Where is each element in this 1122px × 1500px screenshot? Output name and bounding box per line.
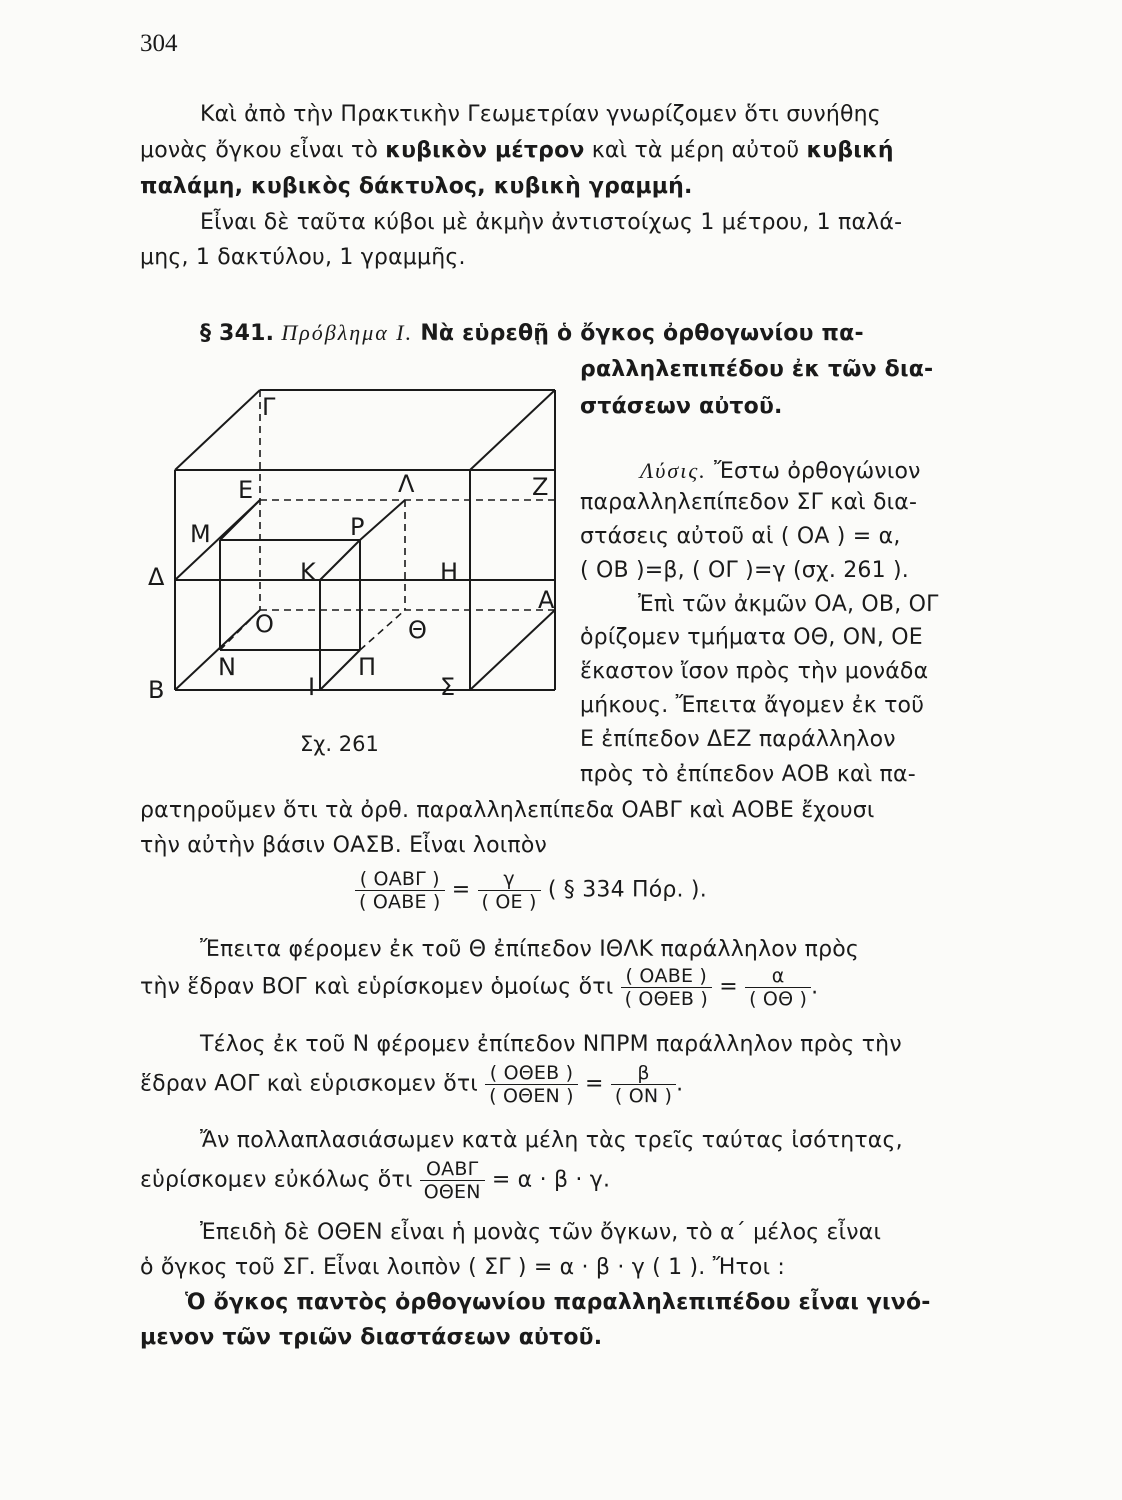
equals-sign: =	[585, 1071, 604, 1097]
solution-line-8: μήκους. Ἔπειτα ἄγομεν ἐκ τοῦ	[580, 693, 925, 718]
solution-line-4: ( ΟΒ )=β, ( ΟΓ )=γ (σχ. 261 ).	[580, 558, 909, 583]
para3-line-1: Τέλος ἐκ τοῦ Ν φέρομεν ἐπίπεδον ΝΠΡΜ παράλληλον πρὸς τὴν	[200, 1032, 902, 1057]
problem-heading	[200, 318, 864, 349]
denominator: ( ΟΕ )	[481, 891, 537, 913]
intro-text: καὶ τὰ μέρη αὐτοῦ	[584, 138, 807, 163]
fraction	[485, 1062, 578, 1107]
term-cubic: κυβική	[806, 138, 894, 163]
denominator: ΟΘΕΝ	[423, 1181, 481, 1203]
solution-line-5: Ἐπὶ τῶν ἀκμῶν ΟΑ, ΟΒ, ΟΓ	[638, 592, 939, 617]
solution-line-11: ρατηροῦμεν ὅτι τὰ ὀρθ. παραλληλεπίπεδα ΟΑΒΓ καὶ ΑΟΒΕ ἔχουσι	[140, 798, 875, 823]
solution-line-12: τὴν αὐτὴν βάσιν ΟΑΣΒ. Εἶναι λοιπὸν	[140, 833, 548, 858]
intro-line-3: παλάμη, κυβικὸς δάκτυλος, κυβικὴ γραμμή.	[140, 174, 693, 199]
equation-1	[355, 868, 707, 913]
para3-text: ἕδραν ΑΟΓ καὶ εὑρισκομεν ὅτι	[140, 1071, 478, 1097]
figure-caption: Σχ. 261	[300, 732, 379, 756]
page-number: 304	[140, 30, 178, 57]
figure-261	[140, 380, 570, 710]
solution-line-10: πρὸς τὸ ἐπίπεδον ΑΟΒ καὶ πα-	[580, 762, 916, 787]
denominator: ( ΟΘΕΝ )	[489, 1085, 574, 1107]
problem-label: Πρόβλημα Ι.	[281, 320, 414, 345]
label-P: Π	[358, 653, 377, 681]
numerator: ( ΟΑΒΓ )	[355, 868, 445, 891]
para2-line-1: Ἔπειτα φέρομεν ἐκ τοῦ Θ ἐπίπεδον ΙΘΛΚ παράλληλον πρὸς	[200, 937, 860, 962]
equation-rhs: = α · β · γ.	[491, 1167, 611, 1193]
term-cubic-metre: κυβικὸν μέτρον	[385, 138, 585, 163]
solution-label: Λύσις.	[640, 458, 707, 483]
fraction	[621, 965, 712, 1010]
solution-line-7: ἕκαστον ἴσον πρὸς τὴν μονάδα	[580, 659, 929, 684]
fraction	[355, 868, 445, 913]
label-S: Σ	[440, 673, 456, 701]
fraction	[611, 1062, 676, 1107]
period: .	[811, 974, 819, 1000]
numerator: ( ΟΑΒΕ )	[621, 965, 712, 988]
section-number: § 341.	[200, 321, 275, 346]
denominator: ( ΟΘΕΒ )	[624, 988, 709, 1010]
para3-line-2	[140, 1062, 683, 1107]
para4-line-2	[140, 1158, 610, 1203]
label-I: Ι	[308, 673, 316, 701]
label-H: Η	[440, 558, 459, 586]
label-D: Δ	[148, 563, 165, 591]
para4-text: εὑρίσκομεν εὐκόλως ὅτι	[140, 1167, 413, 1193]
denominator: ( ΟΝ )	[614, 1085, 673, 1107]
label-TH: Θ	[408, 616, 427, 644]
fraction	[745, 965, 811, 1010]
numerator: β	[611, 1062, 676, 1085]
fraction	[478, 868, 541, 913]
para2-line-2	[140, 965, 818, 1010]
label-A: Α	[538, 586, 555, 614]
intro-line-1: Καὶ ἀπὸ τὴν Πρακτικὴν Γεωμετρίαν γνωρίζομεν ὅτι συνήθης	[200, 102, 881, 127]
numerator: α	[745, 965, 811, 988]
intro-line-4: Εἶναι δὲ ταῦτα κύβοι μὲ ἀκμὴν ἀντιστοίχως 1 μέτρου, 1 παλά-	[200, 210, 903, 235]
solution-line-9: Ε ἐπίπεδον ΔΕΖ παράλληλον	[580, 727, 896, 752]
problem-title-2: ραλληλεπιπέδου ἐκ τῶν δια-	[580, 357, 934, 382]
para5-line-2: ὁ ὄγκος τοῦ ΣΓ. Εἶναι λοιπὸν ( ΣΓ ) = α · β · γ ( 1 ). Ἤτοι :	[140, 1255, 786, 1280]
solution-text: Ἔστω ὀρθογώνιον	[713, 459, 921, 484]
problem-title: Νὰ εὑρεθῇ ὁ ὄγκος ὀρθογωνίου πα-	[420, 321, 864, 346]
equals-sign: =	[451, 877, 471, 903]
numerator: ( ΟΘΕΒ )	[485, 1062, 578, 1085]
label-B: Β	[148, 676, 165, 704]
solution-line-3: στάσεις αὐτοῦ αἱ ( ΟΑ ) = α,	[580, 524, 901, 549]
label-M: Μ	[190, 520, 211, 548]
solution-line-6: ὁρίζομεν τμήματα ΟΘ, ΟΝ, ΟΕ	[580, 625, 923, 650]
solution-line-1	[640, 456, 921, 487]
problem-title-3: στάσεων αὐτοῦ.	[580, 394, 783, 419]
para2-text: τὴν ἕδραν ΒΟΓ καὶ εὑρίσκομεν ὁμοίως ὅτι	[140, 974, 614, 1000]
label-R: Ρ	[350, 513, 365, 541]
equation-reference: ( § 334 Πόρ. ).	[547, 877, 707, 903]
intro-line-2	[140, 136, 894, 166]
label-N: Ν	[218, 653, 236, 681]
label-K: Κ	[300, 558, 316, 586]
solution-line-2: παραλληλεπίπεδον ΣΓ καὶ δια-	[580, 490, 918, 515]
conclusion-line-1: Ὁ ὄγκος παντὸς ὀρθογωνίου παραλληλεπιπέδου εἶναι γινό-	[185, 1290, 931, 1315]
para4-line-1: Ἄν πολλαπλασιάσωμεν κατὰ μέλη τὰς τρεῖς ταύτας ἰσότητας,	[200, 1128, 903, 1153]
numerator: γ	[478, 868, 541, 891]
numerator: ΟΑΒΓ	[420, 1158, 485, 1181]
label-O: Ο	[255, 610, 274, 638]
intro-line-5: μης, 1 δακτύλου, 1 γραμμῆς.	[140, 245, 466, 270]
denominator: ( ΟΑΒΕ )	[359, 891, 441, 913]
label-L: Λ	[398, 470, 415, 498]
label-G: Γ	[262, 393, 276, 421]
intro-text: μονὰς ὄγκου εἶναι τὸ	[140, 138, 386, 163]
fraction	[420, 1158, 485, 1203]
label-Z: Ζ	[532, 473, 549, 501]
equals-sign: =	[719, 974, 738, 1000]
para5-line-1: Ἐπειδὴ δὲ ΟΘΕΝ εἶναι ἡ μονὰς τῶν ὄγκων, τὸ α΄ μέλος εἶναι	[200, 1220, 882, 1245]
period: .	[676, 1071, 684, 1097]
label-E: Ε	[238, 476, 254, 504]
conclusion-line-2: μενον τῶν τριῶν διαστάσεων αὐτοῦ.	[140, 1325, 603, 1350]
denominator: ( ΟΘ )	[749, 988, 808, 1010]
